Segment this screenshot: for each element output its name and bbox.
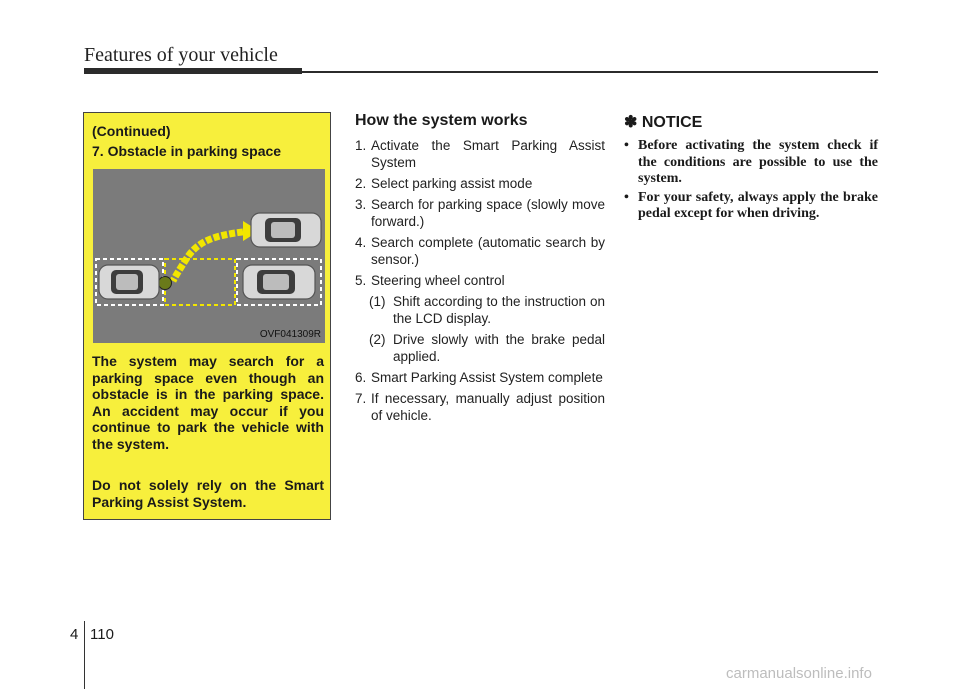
- bullet-icon: •: [624, 189, 629, 205]
- notice-item: [624, 190, 878, 223]
- parked-car-left: [99, 265, 159, 299]
- step-number: 4.: [355, 235, 367, 250]
- caution-paragraph-2: Do not solely rely on the Smart Parking Assist System.: [92, 477, 324, 510]
- notice-text: For your safety, always apply the brake pedal except for when driving.: [638, 189, 878, 221]
- how-system-works-section: [355, 112, 605, 428]
- step-item: [355, 272, 605, 289]
- moving-car: [251, 213, 321, 247]
- step-item: [355, 137, 605, 171]
- step-text: Search for parking space (slowly move forward.): [371, 197, 605, 229]
- notice-section: [624, 112, 878, 225]
- step-item: [355, 234, 605, 268]
- step-number: 6.: [355, 370, 367, 385]
- substep-text: Drive slowly with the brake pedal applied.: [393, 332, 605, 364]
- substep-item: [355, 293, 605, 327]
- notice-list: [624, 138, 878, 223]
- notice-title: ✽ NOTICE: [624, 114, 703, 131]
- substep-number: (2): [369, 332, 386, 347]
- substep-number: (1): [369, 294, 386, 309]
- step-item: [355, 369, 605, 386]
- watermark: carmanualsonline.info: [726, 665, 872, 682]
- parking-illustration: [93, 169, 325, 343]
- step-number: 5.: [355, 273, 367, 288]
- obstacle-marker: [159, 277, 172, 290]
- illustration-code: OVF041309R: [259, 329, 321, 340]
- page-header-title: Features of your vehicle: [84, 44, 278, 66]
- step-text: If necessary, manually adjust position of vehicle.: [371, 391, 605, 423]
- parking-diagram: [93, 169, 325, 343]
- bullet-icon: •: [624, 138, 629, 153]
- steps-list: [355, 137, 605, 424]
- caution-box: [83, 112, 331, 520]
- substep-item: [355, 331, 605, 365]
- notice-item: [624, 138, 878, 188]
- step-number: 2.: [355, 176, 367, 191]
- caution-subheading: 7. Obstacle in parking space: [92, 143, 282, 159]
- section-title: How the system works: [355, 112, 528, 129]
- parking-path-arrow: [173, 231, 251, 281]
- page-number-rule: [84, 621, 85, 689]
- caution-paragraph-1: The system may search for a parking space even though an obstacle is in the parking space. An accident may occur if you continue to park the vehicle with the system.: [92, 353, 324, 452]
- step-item: [355, 196, 605, 230]
- step-text: Steering wheel control: [371, 273, 505, 288]
- caution-heading: (Continued): [92, 123, 171, 139]
- notice-text: Before activating the system check if the conditions are possible to use the system.: [638, 138, 878, 186]
- chapter-number: 4: [70, 626, 79, 643]
- step-text: Activate the Smart Parking Assist System: [371, 138, 605, 170]
- step-item: [355, 175, 605, 192]
- step-number: 3.: [355, 197, 367, 212]
- step-item: [355, 390, 605, 424]
- parked-car-right: [243, 265, 315, 299]
- step-text: Select parking assist mode: [371, 176, 533, 191]
- step-text: Search complete (automatic search by sensor.): [371, 235, 605, 267]
- step-number: 1.: [355, 138, 367, 153]
- header-rule: [84, 71, 878, 73]
- step-number: 7.: [355, 391, 367, 406]
- step-text: Smart Parking Assist System complete: [371, 370, 603, 385]
- page-number: 110: [90, 626, 114, 643]
- substep-text: Shift according to the instruction on the LCD display.: [393, 294, 605, 326]
